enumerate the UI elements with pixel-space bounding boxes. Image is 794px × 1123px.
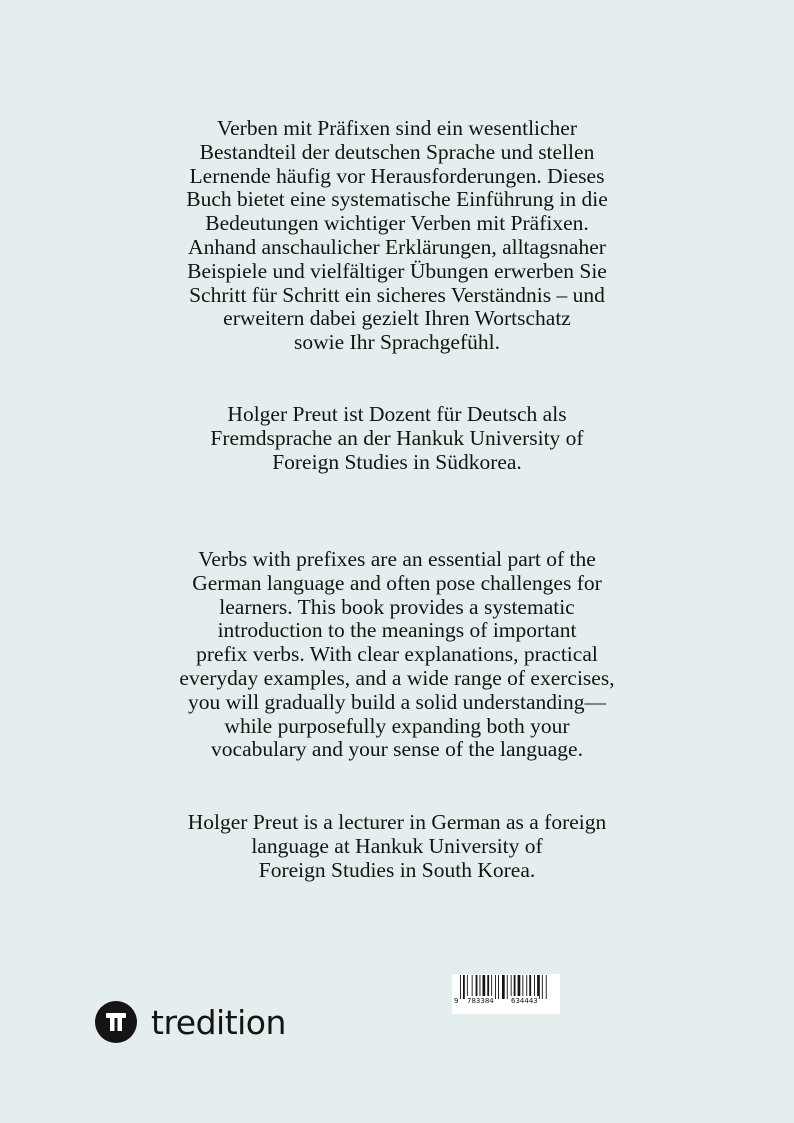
text-line: Foreign Studies in South Korea. [258,857,536,882]
publisher-name: tredition [151,1002,286,1042]
text-line: Verbs with prefixes are an essential part of the [198,547,596,571]
text-line: Bedeutungen wichtiger Verben mit Präfixen. [205,211,589,236]
barcode-bars [452,974,560,1014]
isbn-barcode [452,974,560,1014]
text-line: you will gradually build a solid understanding— [187,689,606,714]
text-line: Bestandteil der deutschen Sprache und stellen [199,139,595,164]
english-description [110,548,684,762]
text-line: while purposefully expanding both your [224,713,570,738]
isbn-digits [452,996,560,1006]
tredition-logo-icon [95,1001,137,1043]
text-line: Verben mit Präfixen sind ein wesentlicher [216,116,578,140]
german-description [110,117,684,355]
text-line: Schritt für Schritt ein sicheres Verständnis – und [189,282,605,307]
text-line: Foreign Studies in Südkorea. [272,449,522,474]
text-line: Anhand anschaulicher Erklärungen, alltagsnaher [188,234,606,259]
text-line: everyday examples, and a wide range of exercises, [179,665,615,690]
text-line: sowie Ihr Sprachgefühl. [294,330,500,355]
text-line: introduction to the meanings of important [217,618,577,643]
text-line: Lernende häufig vor Herausforderungen. Dieses [189,163,605,188]
isbn-left-group: 783384 [467,997,494,1005]
text-line: Beispiele und vielfältiger Übungen erwerben Sie [187,258,607,283]
text-line: Holger Preut is a lecturer in German as a foreign [187,810,607,834]
isbn-right-group: 634443 [511,997,538,1005]
text-line: Holger Preut ist Dozent für Deutsch als [227,402,567,426]
text-line: prefix verbs. With clear explanations, practical [196,642,598,667]
text-line: language at Hankuk University of [251,833,543,858]
text-line: vocabulary and your sense of the language. [211,737,583,762]
text-line: Buch bietet eine systematische Einführung in die [186,187,608,212]
german-author-bio [110,403,684,474]
text-line: learners. This book provides a systematic [219,594,575,619]
text-line: Fremdsprache an der Hankuk University of [210,425,584,450]
publisher-logo [95,998,286,1046]
isbn-lead-digit: 9 [454,997,459,1005]
text-line: erweitern dabei gezielt Ihren Wortschatz [223,306,571,331]
text-line: German language and often pose challenges for [192,570,602,595]
english-author-bio [110,811,684,882]
